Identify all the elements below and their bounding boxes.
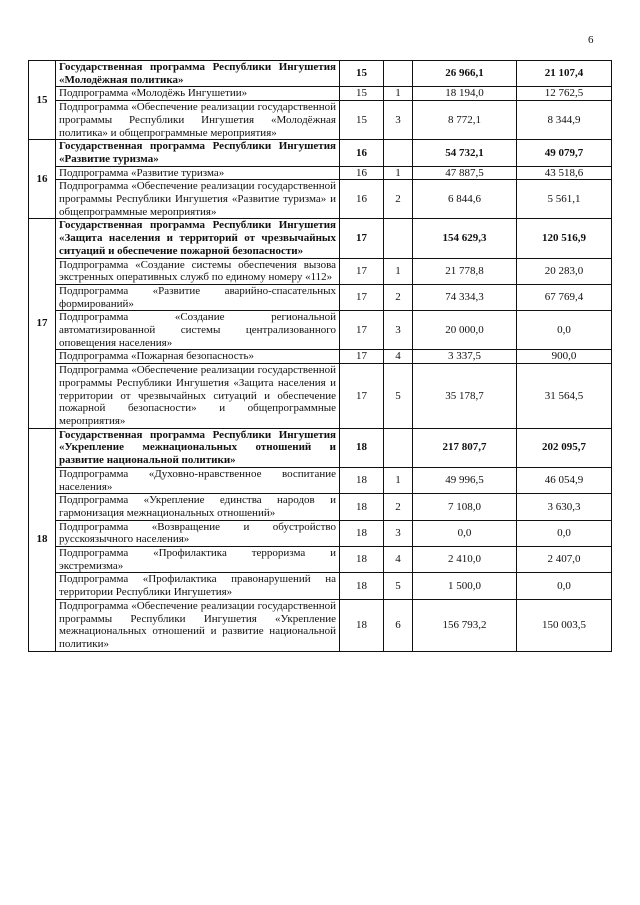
amount-executed: 0,0 — [517, 311, 612, 350]
amount-executed: 2 407,0 — [517, 547, 612, 573]
subprogram-row — [29, 87, 612, 101]
program-number: 16 — [29, 140, 56, 219]
subprogram-code: 3 — [384, 101, 413, 140]
subprogram-code — [384, 61, 413, 87]
amount-executed: 21 107,4 — [517, 61, 612, 87]
amount-executed: 120 516,9 — [517, 219, 612, 258]
budget-table-body — [29, 61, 612, 652]
program-name: Государственная программа Республики Ингушетия «Развитие туризма» — [56, 140, 340, 166]
subprogram-row — [29, 364, 612, 429]
amount-planned: 6 844,6 — [413, 180, 517, 219]
amount-executed: 20 283,0 — [517, 258, 612, 284]
program-code: 18 — [340, 494, 384, 520]
amount-executed: 0,0 — [517, 520, 612, 546]
program-code: 15 — [340, 101, 384, 140]
program-code: 18 — [340, 599, 384, 651]
amount-planned: 18 194,0 — [413, 87, 517, 101]
program-number: 15 — [29, 61, 56, 140]
subprogram-name: Подпрограмма «Духовно-нравственное воспитание населения» — [56, 467, 340, 493]
amount-planned: 217 807,7 — [413, 428, 517, 467]
subprogram-code — [384, 428, 413, 467]
subprogram-name: Подпрограмма «Пожарная безопасность» — [56, 350, 340, 364]
program-code: 18 — [340, 547, 384, 573]
amount-executed: 3 630,3 — [517, 494, 612, 520]
program-code: 17 — [340, 364, 384, 429]
subprogram-name: Подпрограмма «Обеспечение реализации государственной программы Республики Ингушетия «Защита населения и территории от чрезвычайных ситуаций и обеспечение пожарной безопасности» и общепрограммные мероприятия» — [56, 364, 340, 429]
subprogram-name: Подпрограмма «Обеспечение реализации государственной программы Республики Ингушетия «Молодёжная политика» и общепрограммные мероприятия» — [56, 101, 340, 140]
program-name: Государственная программа Республики Ингушетия «Защита населения и территорий от чрезвычайных ситуаций и обеспечение пожарной безопасности» — [56, 219, 340, 258]
program-row — [29, 219, 612, 258]
amount-planned: 20 000,0 — [413, 311, 517, 350]
program-code: 17 — [340, 219, 384, 258]
subprogram-code: 4 — [384, 547, 413, 573]
subprogram-code: 1 — [384, 258, 413, 284]
subprogram-code: 2 — [384, 180, 413, 219]
subprogram-row — [29, 599, 612, 651]
program-code: 18 — [340, 573, 384, 599]
subprogram-name: Подпрограмма «Молодёжь Ингушетии» — [56, 87, 340, 101]
amount-planned: 8 772,1 — [413, 101, 517, 140]
program-name: Государственная программа Республики Ингушетия «Укрепление межнациональных отношений и развитие национальной политики» — [56, 428, 340, 467]
subprogram-code: 2 — [384, 494, 413, 520]
amount-planned: 154 629,3 — [413, 219, 517, 258]
amount-planned: 47 887,5 — [413, 166, 517, 180]
program-row — [29, 428, 612, 467]
subprogram-code: 2 — [384, 284, 413, 310]
amount-executed: 5 561,1 — [517, 180, 612, 219]
program-code: 16 — [340, 166, 384, 180]
page-number: 6 — [588, 34, 594, 46]
amount-planned: 74 334,3 — [413, 284, 517, 310]
subprogram-row — [29, 284, 612, 310]
amount-executed: 31 564,5 — [517, 364, 612, 429]
subprogram-name: Подпрограмма «Создание системы обеспечения вызова экстренных оперативных служб по единому номеру «112» — [56, 258, 340, 284]
program-name: Государственная программа Республики Ингушетия «Молодёжная политика» — [56, 61, 340, 87]
subprogram-code: 3 — [384, 520, 413, 546]
amount-planned: 49 996,5 — [413, 467, 517, 493]
subprogram-name: Подпрограмма «Профилактика терроризма и экстремизма» — [56, 547, 340, 573]
subprogram-code: 1 — [384, 467, 413, 493]
program-code: 18 — [340, 520, 384, 546]
subprogram-name: Подпрограмма «Возвращение и обустройство русскоязычного населения» — [56, 520, 340, 546]
amount-executed: 49 079,7 — [517, 140, 612, 166]
subprogram-name: Подпрограмма «Создание региональной автоматизированной системы централизованного оповещения населения» — [56, 311, 340, 350]
subprogram-row — [29, 180, 612, 219]
amount-planned: 2 410,0 — [413, 547, 517, 573]
subprogram-name: Подпрограмма «Обеспечение реализации государственной программы Республики Ингушетия «Развитие туризма» и общепрограммные мероприятия» — [56, 180, 340, 219]
subprogram-row — [29, 547, 612, 573]
subprogram-code: 5 — [384, 364, 413, 429]
subprogram-row — [29, 494, 612, 520]
program-code: 17 — [340, 311, 384, 350]
amount-planned: 3 337,5 — [413, 350, 517, 364]
program-code: 16 — [340, 140, 384, 166]
amount-planned: 1 500,0 — [413, 573, 517, 599]
amount-planned: 21 778,8 — [413, 258, 517, 284]
subprogram-code: 4 — [384, 350, 413, 364]
amount-planned: 54 732,1 — [413, 140, 517, 166]
amount-executed: 8 344,9 — [517, 101, 612, 140]
amount-executed: 202 095,7 — [517, 428, 612, 467]
program-code: 15 — [340, 61, 384, 87]
amount-executed: 43 518,6 — [517, 166, 612, 180]
amount-executed: 67 769,4 — [517, 284, 612, 310]
program-number: 18 — [29, 428, 56, 651]
subprogram-code: 5 — [384, 573, 413, 599]
subprogram-row — [29, 573, 612, 599]
program-code: 17 — [340, 284, 384, 310]
subprogram-row — [29, 311, 612, 350]
budget-table — [28, 60, 612, 652]
subprogram-name: Подпрограмма «Развитие аварийно-спасательных формирований» — [56, 284, 340, 310]
subprogram-row — [29, 166, 612, 180]
amount-executed: 46 054,9 — [517, 467, 612, 493]
subprogram-row — [29, 467, 612, 493]
program-row — [29, 140, 612, 166]
program-code: 18 — [340, 467, 384, 493]
subprogram-row — [29, 101, 612, 140]
program-code: 15 — [340, 87, 384, 101]
amount-planned: 0,0 — [413, 520, 517, 546]
subprogram-name: Подпрограмма «Развитие туризма» — [56, 166, 340, 180]
subprogram-code: 1 — [384, 166, 413, 180]
amount-planned: 7 108,0 — [413, 494, 517, 520]
amount-planned: 35 178,7 — [413, 364, 517, 429]
subprogram-code: 6 — [384, 599, 413, 651]
subprogram-row — [29, 520, 612, 546]
amount-planned: 26 966,1 — [413, 61, 517, 87]
subprogram-code — [384, 219, 413, 258]
amount-planned: 156 793,2 — [413, 599, 517, 651]
subprogram-name: Подпрограмма «Профилактика правонарушений на территории Республики Ингушетия» — [56, 573, 340, 599]
subprogram-code — [384, 140, 413, 166]
program-code: 18 — [340, 428, 384, 467]
program-number: 17 — [29, 219, 56, 428]
amount-executed: 900,0 — [517, 350, 612, 364]
amount-executed: 150 003,5 — [517, 599, 612, 651]
program-code: 17 — [340, 350, 384, 364]
amount-executed: 12 762,5 — [517, 87, 612, 101]
program-row — [29, 61, 612, 87]
subprogram-name: Подпрограмма «Обеспечение реализации государственной программы Республики Ингушетия «Укрепление межнациональных отношений и развитие национальной политики» — [56, 599, 340, 651]
subprogram-name: Подпрограмма «Укрепление единства народов и гармонизация межнациональных отношений» — [56, 494, 340, 520]
program-code: 17 — [340, 258, 384, 284]
subprogram-code: 3 — [384, 311, 413, 350]
subprogram-code: 1 — [384, 87, 413, 101]
program-code: 16 — [340, 180, 384, 219]
subprogram-row — [29, 350, 612, 364]
amount-executed: 0,0 — [517, 573, 612, 599]
subprogram-row — [29, 258, 612, 284]
